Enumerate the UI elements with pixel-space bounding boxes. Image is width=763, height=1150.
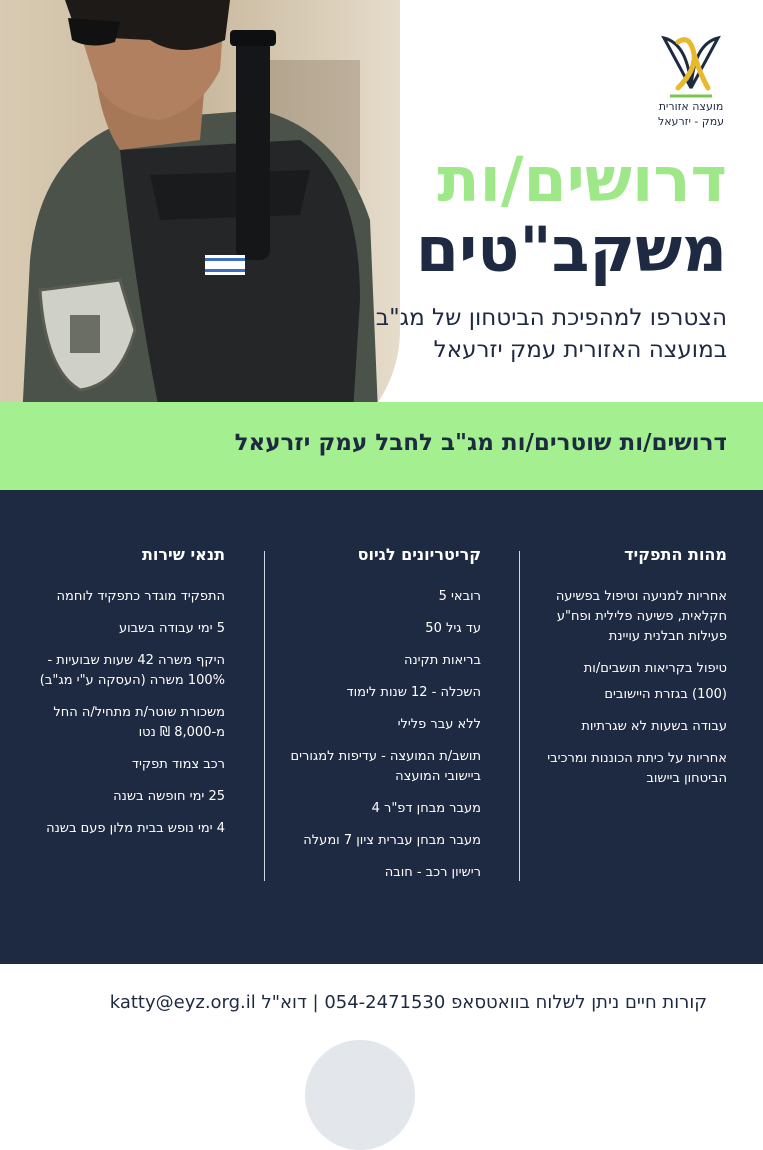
headline-role: משקב"טים (415, 213, 727, 286)
column-divider (264, 551, 265, 881)
subtitle-line-1: הצטרפו למהפיכת הביטחון של מג"ב (375, 305, 727, 331)
terms-item: 4 ימי נופש בבית מלון פעם בשנה (46, 821, 225, 836)
role-column (527, 545, 727, 801)
criteria-item: עד גיל 50 (425, 621, 481, 636)
terms-item: משכורת שוטר/ת מתחיל/ה החל מ-8,000 ₪ נטו (53, 705, 225, 740)
criteria-item: ללא עבר פלילי (397, 717, 481, 732)
subtitle-line-2: במועצה האזורית עמק יזרעאל (433, 337, 727, 363)
logo-line-1: מועצה אזורית (658, 100, 724, 113)
column-divider (519, 551, 520, 881)
terms-column-title: תנאי שירות (141, 545, 225, 564)
criteria-column (261, 545, 481, 895)
role-item: אחריות למניעה וטיפול בפשיעה חקלאית, פשיעה פלילית ופח"ע פעילות חבלנית עויינת (555, 589, 727, 644)
contact-footer: קורות חיים ניתן לשלוח בוואטסאפ 054-2471530 | דוא"ל katty@eyz.org.il (109, 992, 707, 1013)
criteria-column-title: קריטריונים לגיוס (357, 545, 481, 564)
terms-item: 5 ימי עבודה בשבוע (118, 621, 225, 636)
criteria-item: רישיון רכב - חובה (384, 865, 481, 880)
role-item: (100) בגזרת היישובים (604, 687, 727, 702)
criteria-item: בריאות תקינה (403, 653, 481, 668)
terms-item: רכב צמוד תפקיד (131, 757, 225, 772)
terms-item: היקף משרה 42 שעות שבועיות - 100% משרה (העסקה ע"י מג"ב) (39, 653, 225, 688)
banner-text: דרושים/ות שוטרים/ות מג"ב לחבל עמק יזרעאל (234, 430, 727, 456)
council-logo (655, 30, 727, 128)
criteria-item: רובאי 5 (438, 589, 481, 604)
logo-line-2: עמק - יזרעאל (657, 115, 725, 128)
criteria-item: מעבר מבחן עברית ציון 7 ומעלה (303, 833, 481, 848)
terms-item: 25 ימי חופשה בשנה (113, 789, 225, 804)
role-column-title: מהות התפקיד (624, 545, 727, 564)
criteria-item: תושב/ת המועצה - עדיפות למגורים ביישובי המועצה (290, 749, 481, 784)
role-item: אחריות על כיתת הכוננות ומרכיבי הביטחון ביישוב (547, 751, 727, 786)
criteria-item: השכלה - 12 שנות לימוד (346, 685, 481, 700)
decorative-circle (305, 1040, 415, 1150)
headline-wanted: דרושים/ות (437, 143, 727, 216)
terms-item: התפקיד מוגדר כתפקיד לוחמה (56, 589, 225, 604)
criteria-item: מעבר מבחן דפ"ר 4 (371, 801, 481, 816)
leaf-ribbon-logo-icon (658, 30, 724, 98)
role-item: עבודה בשעות לא שגרתיות (581, 719, 727, 734)
terms-column (25, 545, 225, 851)
subtitle (287, 302, 727, 366)
role-item: טיפול בקריאות תושבים/ות (583, 661, 727, 676)
officer-photo (0, 0, 400, 460)
